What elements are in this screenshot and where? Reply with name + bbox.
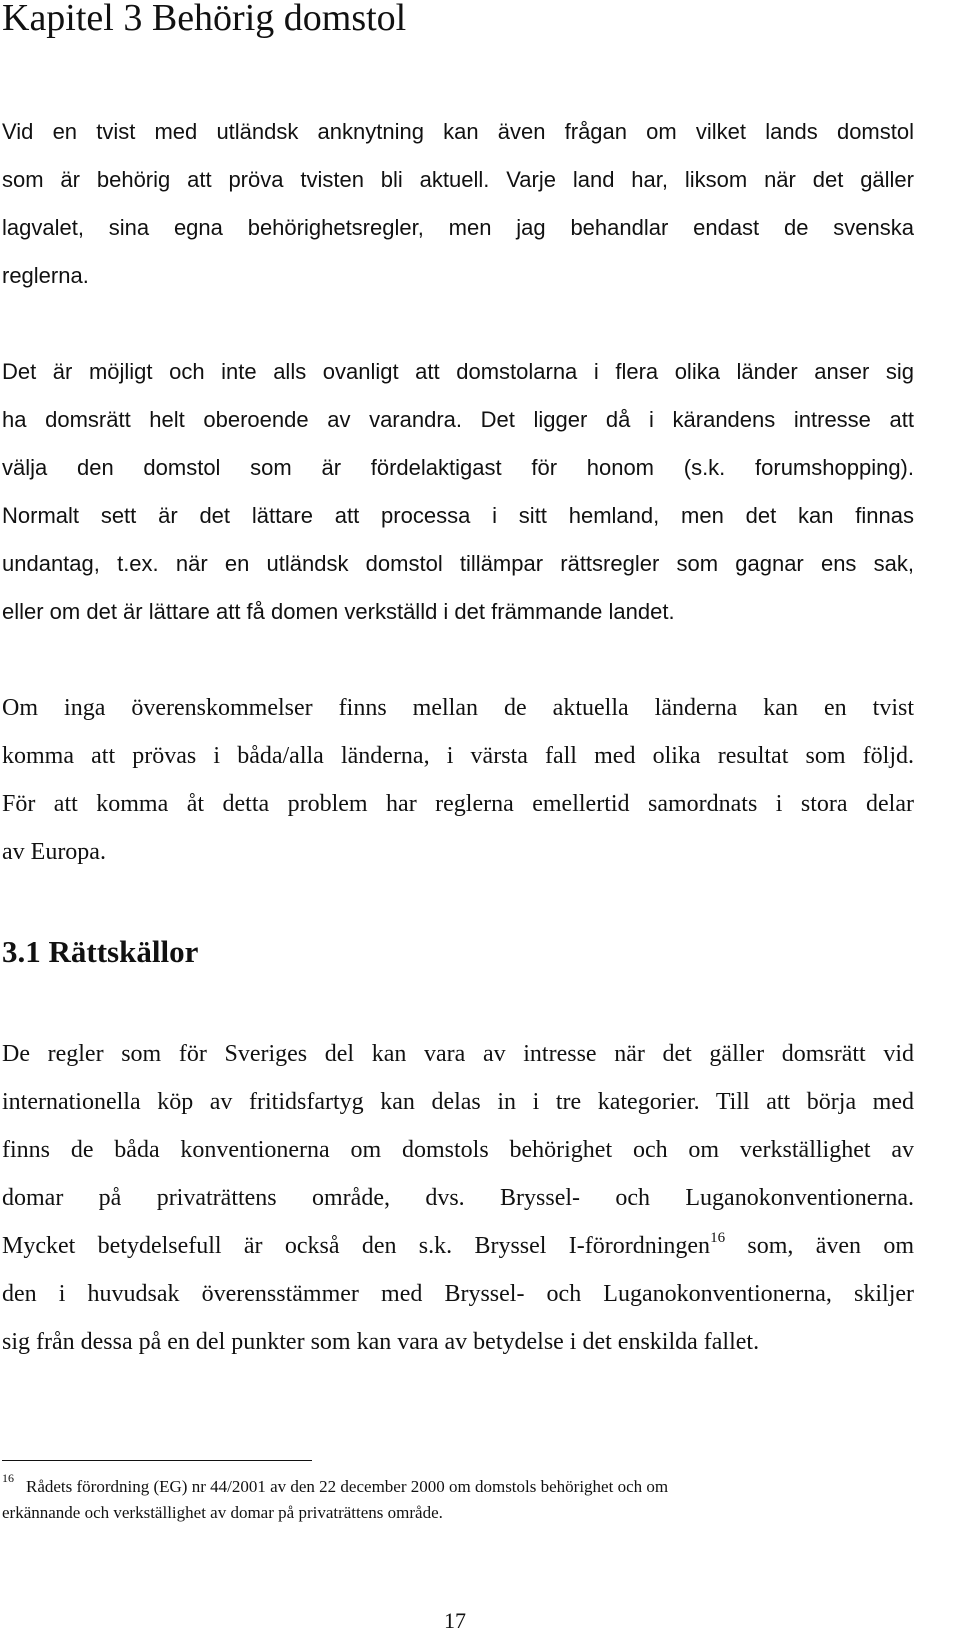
paragraph-line: finns de båda konventionerna om domstols behörighet och om verkställighet av [2,1137,914,1163]
paragraph-line: För att komma åt detta problem har reglerna emellertid samordnats i stora delar [2,791,914,817]
paragraph-coordination [2,684,914,876]
paragraph-line: välja den domstol som är fördelaktigast för honom (s.k. forumshopping). [2,455,914,480]
paragraph-line: undantag, t.ex. när en utländsk domstol tillämpar rättsregler som gagnar ens sak, [2,551,914,576]
section-heading: 3.1 Rättskällor [2,934,199,969]
paragraph-line-with-footnote [2,1222,914,1270]
paragraph-line: av Europa. [2,839,106,865]
footnote-line: erkännande och verkställighet av domar på privaträttens område. [2,1503,443,1522]
paragraph-line: reglerna. [2,263,89,288]
chapter-title: Kapitel 3 Behörig domstol [2,0,407,39]
footnote-divider [2,1460,312,1461]
line-text: som, även om [725,1233,914,1259]
paragraph-intro [2,108,914,300]
footnote-line [2,1471,902,1500]
paragraph-line: den i huvudsak överensstämmer med Bryssel- och Luganokonventionerna, skiljer [2,1281,914,1307]
paragraph-line: sig från dessa på en del punkter som kan vara av betydelse i det enskilda fallet. [2,1329,760,1355]
footnote-number: 16 [2,1471,14,1486]
footnote-text: Rådets förordning (EG) nr 44/2001 av den 22 december 2000 om domstols behörighet och om [26,1477,669,1496]
paragraph-line: Vid en tvist med utländsk anknytning kan även frågan om vilket lands domstol [2,119,914,144]
paragraph-line: Normalt sett är det lättare att processa i sitt hemland, men det kan finnas [2,503,914,528]
paragraph-line: domar på privaträttens område, dvs. Bryssel- och Luganokonventionerna. [2,1185,914,1211]
paragraph-line: ha domsrätt helt oberoende av varandra. Det ligger då i kärandens intresse att [2,407,914,432]
paragraph-sources [2,1030,914,1366]
line-text: Mycket betydelsefull är också den s.k. Bryssel I-förordningen [2,1233,711,1259]
page-number: 17 [444,1608,466,1633]
footnote [2,1471,902,1526]
paragraph-line: som är behörig att pröva tvisten bli aktuell. Varje land har, liksom när det gäller [2,167,914,192]
paragraph-line: Om inga överenskommelser finns mellan de aktuella länderna kan en tvist [2,695,914,721]
paragraph-forum-shopping [2,348,914,636]
paragraph-line: internationella köp av fritidsfartyg kan delas in i tre kategorier. Till att börja med [2,1089,914,1115]
footnote-reference[interactable]: 16 [710,1230,726,1246]
paragraph-line: lagvalet, sina egna behörighetsregler, men jag behandlar endast de svenska [2,215,914,240]
paragraph-line: Det är möjligt och inte alls ovanligt att domstolarna i flera olika länder anser sig [2,359,914,384]
paragraph-line: komma att prövas i båda/alla länderna, i värsta fall med olika resultat som följd. [2,743,914,769]
paragraph-line: eller om det är lättare att få domen verkställd i det främmande landet. [2,599,675,624]
paragraph-line: De regler som för Sveriges del kan vara av intresse när det gäller domsrätt vid [2,1041,914,1067]
